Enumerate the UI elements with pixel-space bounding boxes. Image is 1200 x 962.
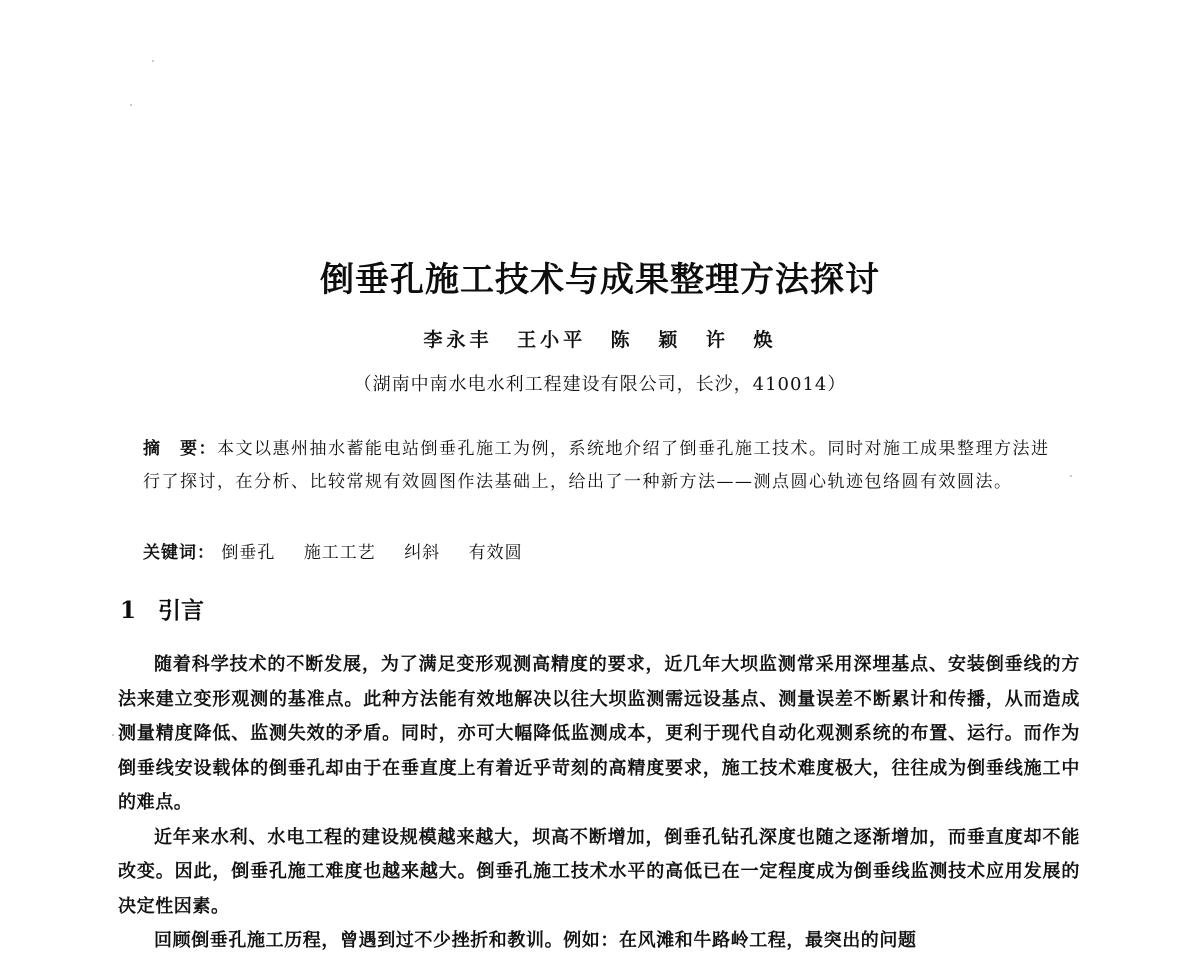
scan-speck [1070,475,1072,477]
author-list: 李永丰 王小平 陈 颖 许 焕 [423,329,777,351]
keyword: 纠斜 [404,543,441,563]
keyword: 倒垂孔 [221,543,276,563]
abstract [143,433,1063,499]
paragraph: 回顾倒垂孔施工历程，曾遇到过不少挫折和教训。例如：在风滩和牛路岭工程，最突出的问题 [154,930,917,951]
keyword: 施工工艺 [303,543,376,563]
section-number: 1 [120,597,137,624]
paper-title: 倒垂孔施工技术与成果整理方法探讨 [320,260,880,300]
affiliation: （湖南中南水电水利工程建设有限公司，长沙，410014） [353,374,847,395]
abstract-label: 摘 要： [143,439,217,459]
scan-speck [112,734,114,736]
keywords [143,538,545,563]
section-heading [120,592,204,625]
body-text [118,648,1080,959]
abstract-text: 本文以惠州抽水蓄能电站倒垂孔施工为例，系统地介绍了倒垂孔施工技术。同时对施工成果整理方法进行了探讨，在分析、比较常规有效圆图作法基础上，给出了一种新方法——测点圆心轨迹包络圆有效圆法。 [143,439,1050,492]
scan-speck [152,60,154,62]
keyword: 有效圆 [468,543,523,563]
section-title: 引言 [158,597,205,624]
keywords-label: 关键词： [143,543,215,563]
paragraph: 随着科学技术的不断发展，为了满足变形观测高精度的要求，近几年大坝监测常采用深埋基点、安装倒垂线的方法来建立变形观测的基准点。此种方法能有效地解决以往大坝监测需远设基点、测量误差不断累计和传播，从而造成测量精度降低、监测失效的矛盾。同时，亦可大幅降低监测成本，更利于现代自动化观测系统的布置、运行。而作为倒垂线安设载体的倒垂孔却由于在垂直度上有着近乎苛刻的高精度要求，施工技术难度极大，往往成为倒垂线施工中的难点。 [118,654,1080,813]
paragraph: 近年来水利、水电工程的建设规模越来越大，坝高不断增加，倒垂孔钻孔深度也随之逐渐增加，而垂直度却不能改变。因此，倒垂孔施工难度也越来越大。倒垂孔施工技术水平的高低已在一定程度成为倒垂线监测技术应用发展的决定性因素。 [118,826,1080,917]
scan-speck [130,104,132,106]
